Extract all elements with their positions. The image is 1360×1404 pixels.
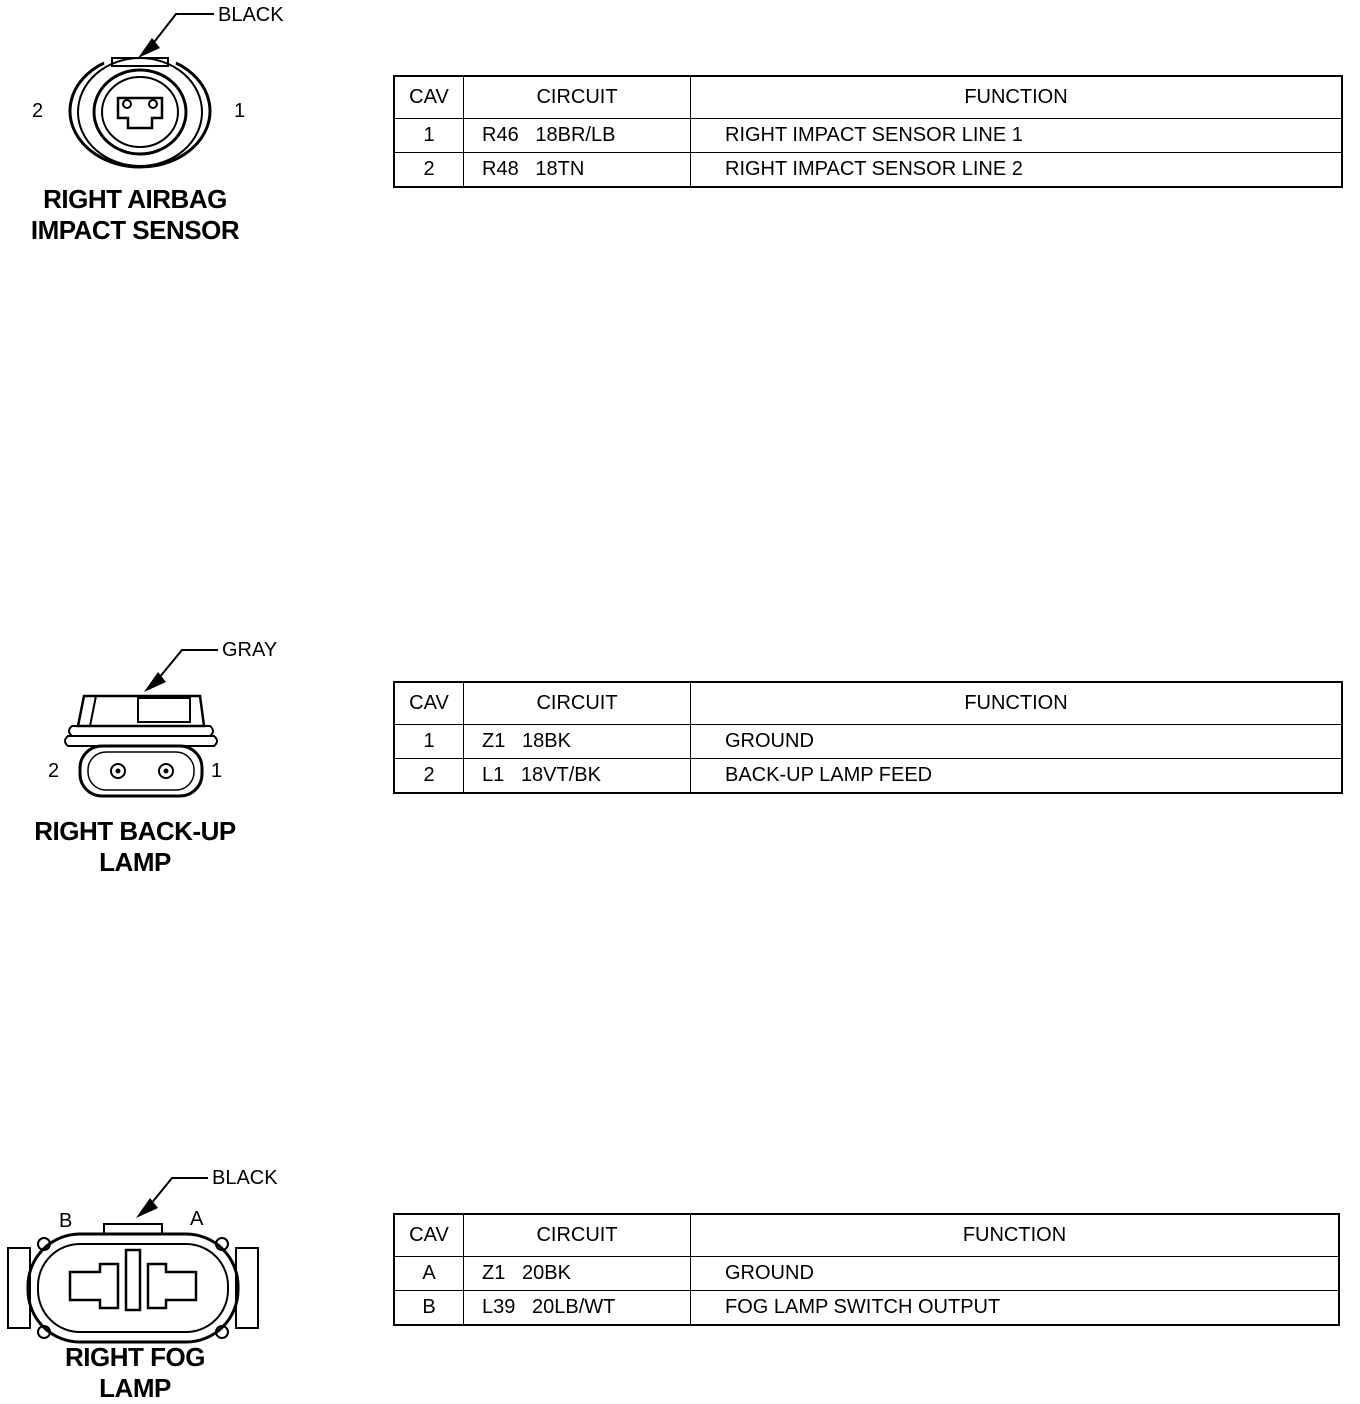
cell-cav: 1 bbox=[394, 725, 464, 759]
cell-function: RIGHT IMPACT SENSOR LINE 1 bbox=[691, 119, 1343, 153]
pin-number-left: 2 bbox=[48, 760, 60, 782]
backup-lamp-connector-drawing bbox=[0, 630, 300, 890]
fog-lamp-connector-drawing bbox=[0, 1160, 300, 1404]
connector-section-backup-lamp bbox=[0, 630, 1360, 890]
cell-cav: 2 bbox=[394, 759, 464, 794]
table-row bbox=[394, 119, 1342, 153]
connector-title-line-1: RIGHT BACK-UP bbox=[34, 816, 236, 846]
connector-section-fog-lamp bbox=[0, 1160, 1360, 1404]
cell-function: RIGHT IMPACT SENSOR LINE 2 bbox=[691, 153, 1343, 188]
column-header-function: FUNCTION bbox=[691, 1214, 1340, 1257]
cell-circuit: R48 18TN bbox=[464, 153, 691, 188]
pinout-table bbox=[393, 681, 1343, 794]
column-header-cav: CAV bbox=[394, 682, 464, 725]
cell-cav: B bbox=[394, 1291, 464, 1326]
airbag-sensor-connector-drawing bbox=[0, 0, 300, 260]
pinout-table bbox=[393, 1213, 1340, 1326]
cell-circuit: L1 18VT/BK bbox=[464, 759, 691, 794]
table-row bbox=[394, 1291, 1339, 1326]
column-header-function: FUNCTION bbox=[691, 76, 1343, 119]
connector-title bbox=[0, 1342, 270, 1404]
connector-title-line-2: LAMP bbox=[99, 847, 171, 877]
cell-circuit: Z1 18BK bbox=[464, 725, 691, 759]
column-header-function: FUNCTION bbox=[691, 682, 1343, 725]
pin-letter-left: B bbox=[59, 1210, 73, 1232]
column-header-circuit: CIRCUIT bbox=[464, 1214, 691, 1257]
pin-number-right: 1 bbox=[234, 100, 246, 122]
cell-function: FOG LAMP SWITCH OUTPUT bbox=[691, 1291, 1340, 1326]
connector-title bbox=[0, 184, 270, 246]
cell-function: GROUND bbox=[691, 725, 1343, 759]
cell-function: BACK-UP LAMP FEED bbox=[691, 759, 1343, 794]
cell-cav: 1 bbox=[394, 119, 464, 153]
cell-circuit: L39 20LB/WT bbox=[464, 1291, 691, 1326]
table-row bbox=[394, 759, 1342, 794]
column-header-circuit: CIRCUIT bbox=[464, 682, 691, 725]
table-row bbox=[394, 1257, 1339, 1291]
pin-number-right: 1 bbox=[211, 760, 223, 782]
pinout-table bbox=[393, 75, 1343, 188]
table-row bbox=[394, 725, 1342, 759]
connector-color-label: BLACK bbox=[212, 1167, 278, 1189]
table-header-row bbox=[394, 1214, 1339, 1257]
column-header-cav: CAV bbox=[394, 1214, 464, 1257]
column-header-circuit: CIRCUIT bbox=[464, 76, 691, 119]
cell-circuit: Z1 20BK bbox=[464, 1257, 691, 1291]
column-header-cav: CAV bbox=[394, 76, 464, 119]
connector-title-line-1: RIGHT AIRBAG bbox=[43, 184, 227, 214]
connector-title bbox=[0, 816, 270, 878]
connector-title-line-1: RIGHT FOG bbox=[65, 1342, 205, 1372]
connector-title-line-2: LAMP bbox=[99, 1373, 171, 1403]
connector-color-label: BLACK bbox=[218, 4, 284, 26]
cell-circuit: R46 18BR/LB bbox=[464, 119, 691, 153]
table-header-row bbox=[394, 76, 1342, 119]
pin-number-left: 2 bbox=[32, 100, 44, 122]
connector-color-label: GRAY bbox=[222, 639, 278, 661]
connector-title-line-2: IMPACT SENSOR bbox=[30, 215, 240, 245]
cell-cav: A bbox=[394, 1257, 464, 1291]
table-header-row bbox=[394, 682, 1342, 725]
table-row bbox=[394, 153, 1342, 188]
connector-section-airbag-sensor bbox=[0, 0, 1360, 260]
cell-cav: 2 bbox=[394, 153, 464, 188]
pin-letter-right: A bbox=[190, 1208, 204, 1230]
cell-function: GROUND bbox=[691, 1257, 1340, 1291]
